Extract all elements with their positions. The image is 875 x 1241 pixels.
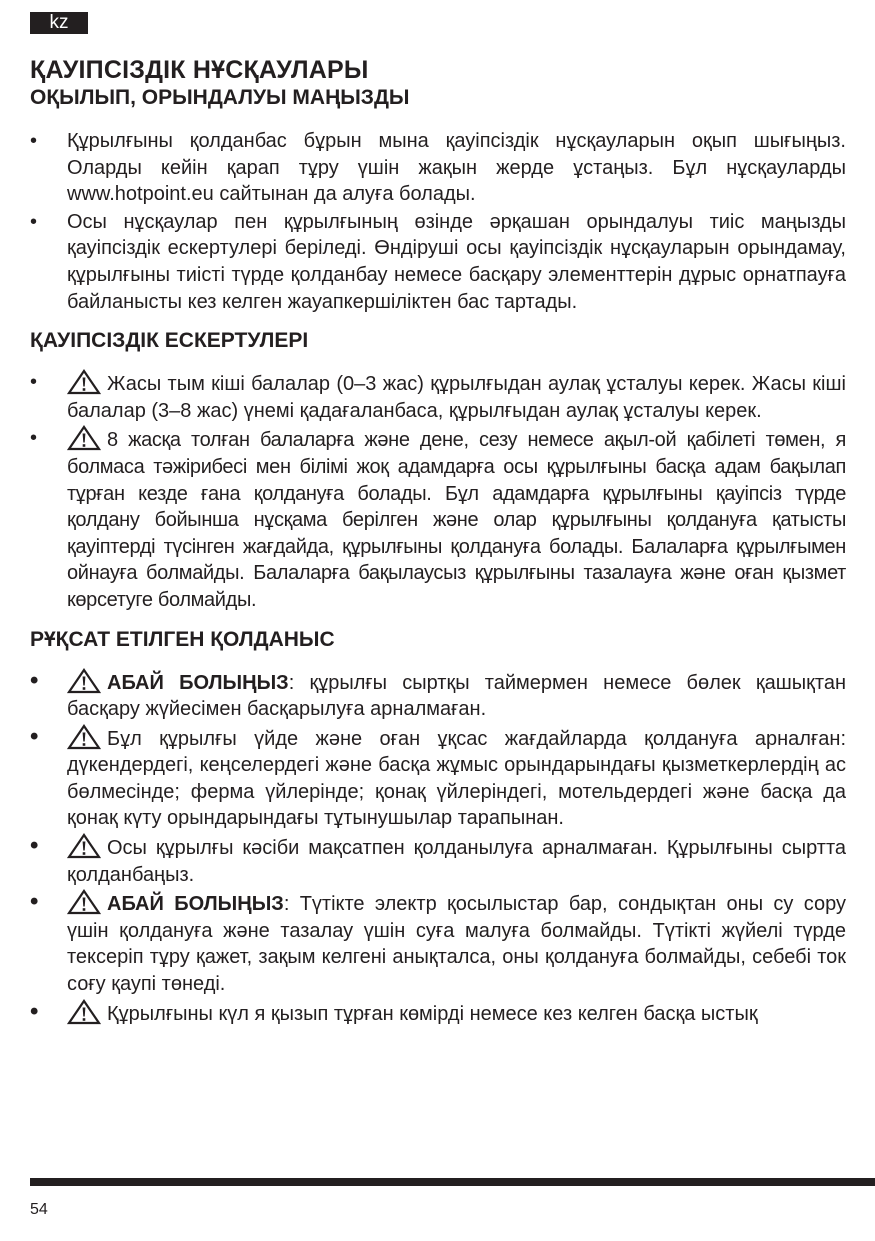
footer-rule [30, 1178, 875, 1186]
warning-item-1 [30, 369, 846, 424]
page-number: 54 [30, 1201, 48, 1218]
intro-text: Құрылғыны қолданбас бұрын мына қауіпсіздік нұсқауларын оқып шығыңыз. Оларды кейін қарап тұру үшін жақын жерде ұстаңыз. Бұл нұсқауларды www.hotpoint.eu сайтынан да алуға болады. [67, 130, 846, 206]
intro-list [30, 128, 846, 315]
usage-item-4 [30, 889, 846, 997]
bullet: • [30, 832, 39, 860]
bullet: • [30, 130, 38, 152]
intro-item-1 [30, 128, 846, 208]
warning-text: 8 жасқа толған балаларға және дене, сезу немесе ақыл-ой қабілеті төмен, я болмаса тәжірибесі мен білімі жоқ адамдарға осы құрылғыны басқа адам бақылап тұрған кезде ғана қолдануға болады. Бұл адамдарға құрылғыны қауіпсіз түрде қолдану бойынша нұсқама берілген және олар құрылғыны қолдануға қатысты қауіптерді түсінген жағдайда, құрылғыны қолдануға болады. Балаларға құрылғымен ойнауға болмайды. Балаларға бақылаусыз құрылғыны тазалауға және оған қызмет көрсетуге болмайды. [67, 429, 846, 611]
warning-triangle-icon [67, 668, 101, 694]
usage-item-1 [30, 668, 846, 723]
caution-label: АБАЙ БОЛЫҢЫЗ [107, 671, 289, 694]
warning-item-2 [30, 425, 846, 613]
page-title: ҚАУІПСІЗДІК НҰСҚАУЛАРЫ [30, 56, 369, 84]
usage-text: : Түтікте электр қосылыстар бар, сондықтан оны су сору үшін қолдануға және тазалау үшін суға малуға болмайды. Түтікті жүйелі түрде тексеріп тұру қажет, зақым келгені анықталса, оны қолдануға болмайды, себебі ток соғу қаупі төнеді. [67, 893, 846, 996]
bullet: • [30, 666, 39, 694]
warnings-heading: ҚАУІПСІЗДІК ЕСКЕРТУЛЕРІ [30, 329, 309, 353]
warning-triangle-icon [67, 724, 101, 750]
bullet: • [30, 722, 39, 750]
warning-text: Жасы тым кіші балалар (0–3 жас) құрылғыдан аулақ ұсталуы керек. Жасы кіші балалар (3–8 жас) үнемі қадағаланбаса, құрылғыдан аулақ ұсталуы керек. [67, 373, 846, 422]
bullet: • [30, 210, 38, 233]
warning-triangle-icon [67, 889, 101, 915]
bullet: • [30, 371, 38, 394]
usage-text: Осы құрылғы кәсіби мақсатпен қолданылуға арналмаған. Құрылғыны сыртта қолданбаңыз. [67, 837, 846, 886]
usage-list [30, 668, 846, 1028]
intro-text: Осы нұсқаулар пен құрылғының өзінде әрқашан орындалуы тиіс маңызды қауіпсіздік ескертулері беріледі. Өндіруші осы қауіпсіздік нұсқауларын орындамау, құрылғыны тиісті түрде қолданбау немесе басқару элементтерін дұрыс орнатпауға байланысты кез келген жауапкершіліктен бас тартады. [67, 210, 846, 313]
document-body [30, 56, 846, 1028]
caution-label: АБАЙ БОЛЫҢЫЗ [107, 893, 284, 916]
usage-item-2 [30, 724, 846, 832]
usage-item-3 [30, 833, 846, 888]
warning-triangle-icon [67, 999, 101, 1025]
intro-item-2 [30, 209, 846, 315]
usage-text: Құрылғыны күл я қызып тұрған көмірді немесе кез келген басқа ыстық [107, 1002, 758, 1025]
warnings-list [30, 369, 846, 613]
warning-triangle-icon [67, 425, 101, 451]
usage-text: Бұл құрылғы үйде және оған ұқсас жағдайларда қолдануға арналған: дүкендердегі, кеңселердегі және басқа жұмыс орындарындағы қызметкерлердің ас бөлмесінде; ферма үйлерінде; қонақ үйлеріндегі, мотельдердегі және басқа да қонақ күту орындарындағы тұтынушылар тарапынан. [67, 727, 846, 830]
bullet: • [30, 997, 39, 1025]
page-subtitle: ОҚЫЛЫП, ОРЫНДАЛУЫ МАҢЫЗДЫ [30, 86, 410, 109]
usage-text: : құрылғы сыртқы таймермен немесе бөлек қашықтан басқару жүйесімен басқарылуға арналмаған. [67, 671, 847, 721]
usage-item-5 [30, 999, 846, 1028]
language-tab: kz [30, 12, 88, 34]
warning-triangle-icon [67, 369, 101, 395]
bullet: • [30, 427, 37, 450]
warning-triangle-icon [67, 833, 101, 859]
usage-heading: РҰҚСАТ ЕТІЛГЕН ҚОЛДАНЫС [30, 627, 335, 651]
bullet: • [30, 888, 39, 916]
